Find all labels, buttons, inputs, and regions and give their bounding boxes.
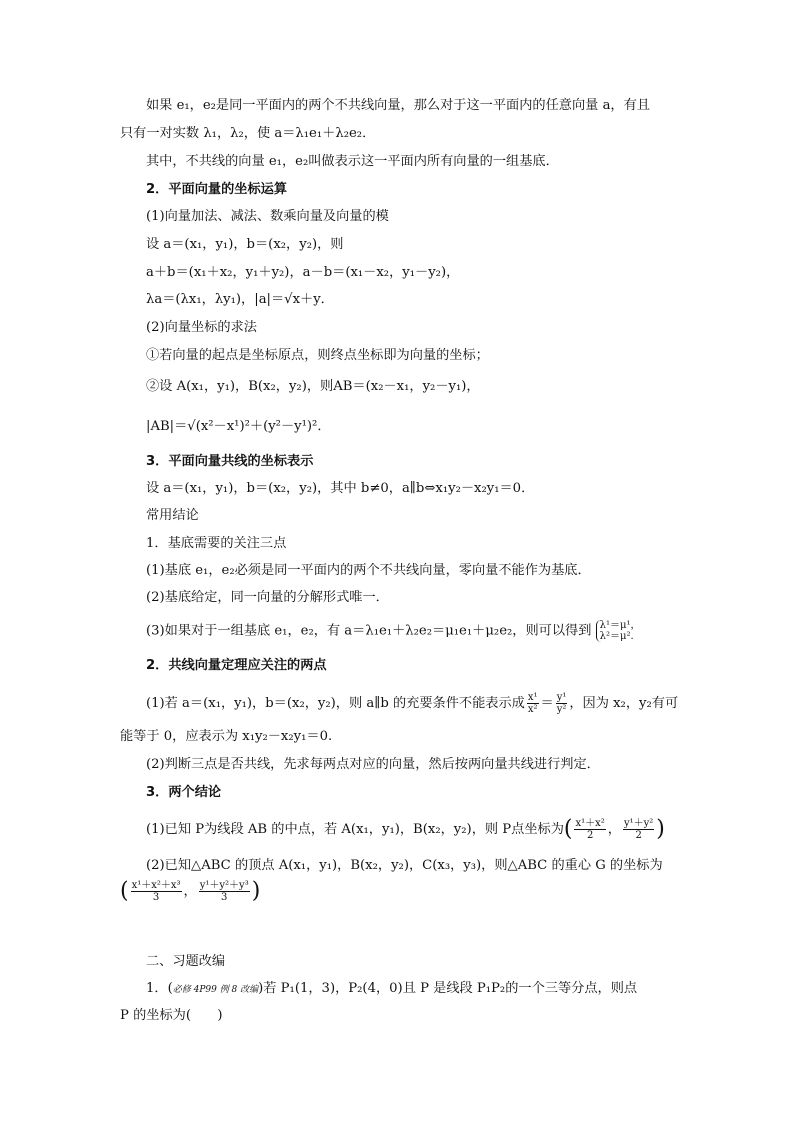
conclusion-midpoint-text: (1)已知 P为线段 AB 的中点，若 A(x₁，y₁)，B(x₂，y₂)，则 P点坐标为	[146, 822, 564, 837]
rule-origin-start: ①若向量的起点是坐标原点，则终点坐标即为向量的坐标；	[146, 348, 489, 363]
midpoint-x	[574, 818, 605, 841]
heading-two-conclusions: 3．两个结论	[146, 785, 222, 800]
para-basis-theorem-1: 如果 e₁，e₂是同一平面内的两个不共线向量，那么对于这一平面内的任意向量 a，有且	[146, 98, 650, 113]
centroid-x-den: 3	[152, 892, 160, 903]
subheading-coordinate-method: (2)向量坐标的求法	[146, 320, 257, 335]
centroid-y	[199, 880, 250, 903]
note-collinear-1	[146, 692, 678, 715]
fraction-y	[556, 692, 568, 715]
centroid-x	[131, 880, 182, 903]
conclusion-centroid: (2)已知△ABC 的顶点 A(x₁，y₁)，B(x₂，y₂)，C(x₃，y₃)，则△ABC 的重心 G 的坐标为	[146, 858, 663, 873]
fraction-x-den: x²	[527, 704, 538, 715]
paren-close-2: )	[251, 878, 261, 904]
note-basis-2: (2)基底给定，同一向量的分解形式唯一．	[146, 590, 389, 605]
midpoint-x-den: 2	[586, 830, 594, 841]
heading-common-conclusions: 常用结论	[146, 508, 199, 523]
equation-system	[596, 620, 641, 642]
formula-add-sub: a＋b＝(x₁＋x₂，y₁＋y₂)，a－b＝(x₁－x₂，y₁－y₂)，	[146, 265, 460, 280]
formula-ab-length: |AB|＝√(x²－x¹)²＋(y²－y¹)²．	[146, 419, 331, 434]
fraction-x-num: x¹	[527, 692, 538, 703]
centroid-y-num: y¹＋y²＋y³	[199, 880, 249, 891]
heading-collinear: 3．平面向量共线的坐标表示	[146, 454, 314, 469]
paren-open-2: (	[120, 878, 129, 904]
fraction-y-num: y¹	[556, 692, 567, 703]
centroid-y-den: 3	[221, 892, 228, 903]
paren-open: (	[563, 816, 573, 842]
para-basis-definition: 其中，不共线的向量 e₁，e₂叫做表示这一平面内所有向量的一组基底．	[146, 154, 559, 169]
fraction-x	[527, 692, 539, 715]
centroid-formula: ( $\frac{\text{x¹＋x²＋x³}}{3}$ ， $\frac{\text{y¹＋y²＋y³}}{3}$ )	[120, 878, 261, 904]
midpoint-y-den: 2	[635, 830, 642, 841]
note-basis-3	[146, 620, 640, 642]
note-basis-1: (1)基底 e₁，e₂必须是同一平面内的两个不共线向量，零向量不能作为基底．	[146, 563, 591, 578]
note-collinear-1-cont: 能等于 0，应表示为 x₁y₂－x₂y₁＝0.	[120, 729, 333, 744]
midpoint-x-num: x¹＋x²	[575, 818, 605, 829]
exercise-1	[146, 980, 637, 999]
exercise-1-num: 1．(	[146, 981, 173, 996]
system-row-2: λ²＝μ².	[599, 631, 634, 642]
heading-collinear-theorem: 2．共线向量定理应关注的两点	[146, 658, 327, 673]
fraction-y-den: y²	[556, 704, 567, 715]
heading-exercises: 二、习题改编	[146, 954, 226, 969]
midpoint-y-num: y¹＋y²	[623, 818, 654, 829]
exercise-1-cont: P 的坐标为( )	[120, 1008, 223, 1023]
note-collinear-2: (2)判断三点是否共线，先求每两点对应的向量，然后按两向量共线进行判定．	[146, 757, 600, 772]
paren-close: )	[656, 816, 665, 842]
note-collinear-1-tail: ，因为 x₂，y₂有可	[569, 696, 679, 711]
conclusion-midpoint: (1)已知 P为线段 AB 的中点，若 A(x₁，y₁)，B(x₂，y₂)，则 P点坐标为( $\frac{\text{x¹＋x²}}{2}$ ， $\frac{\text{y¹＋y²}}{2}$ )	[146, 816, 665, 842]
heading-basis-three-points: 1．基底需要的关注三点	[146, 536, 287, 551]
formula-define-ab: 设 a＝(x₁，y₁)，b＝(x₂，y₂)，则	[146, 237, 344, 252]
heading-coordinate-operations: 2．平面向量的坐标运算	[146, 182, 288, 197]
equals-sign: ＝	[540, 696, 554, 711]
subheading-vector-ops: (1)向量加法、减法、数乘向量及向量的模	[146, 209, 389, 224]
note-basis-3-text: (3)如果对于一组基底 e₁，e₂，有 a＝λ₁e₁＋λ₂e₂＝μ₁e₁＋μ₂e₂，则可以得到	[146, 623, 592, 639]
exercise-1-source: 必修 4P99 例 8 改编	[172, 985, 259, 995]
system-row-1: λ¹＝μ¹，	[599, 620, 641, 631]
rule-vector-ab: ②设 A(x₁，y₁)，B(x₂，y₂)，则AB＝(x₂－x₁，y₂－y₁)，	[146, 379, 480, 394]
midpoint-y	[623, 818, 654, 841]
formula-scalar-modulus: λa＝(λx₁，λy₁)，|a|＝√x＋y．	[146, 292, 334, 307]
formula-collinear: 设 a＝(x₁，y₁)，b＝(x₂，y₂)，其中 b≠0，a∥b⇔x₁y₂－x₂y₁＝0．	[146, 481, 535, 496]
centroid-x-num: x¹＋x²＋x³	[131, 880, 181, 891]
para-basis-theorem-2: 只有一对实数 λ₁，λ₂，使 a＝λ₁e₁＋λ₂e₂．	[120, 126, 376, 141]
note-collinear-1-text: (1)若 a＝(x₁，y₁)，b＝(x₂，y₂)，则 a∥b 的充要条件不能表示成	[146, 696, 525, 711]
exercise-1-text: )若 P₁(1，3)，P₂(4，0)且 P 是线段 P₁P₂的一个三等分点，则点	[258, 981, 638, 996]
